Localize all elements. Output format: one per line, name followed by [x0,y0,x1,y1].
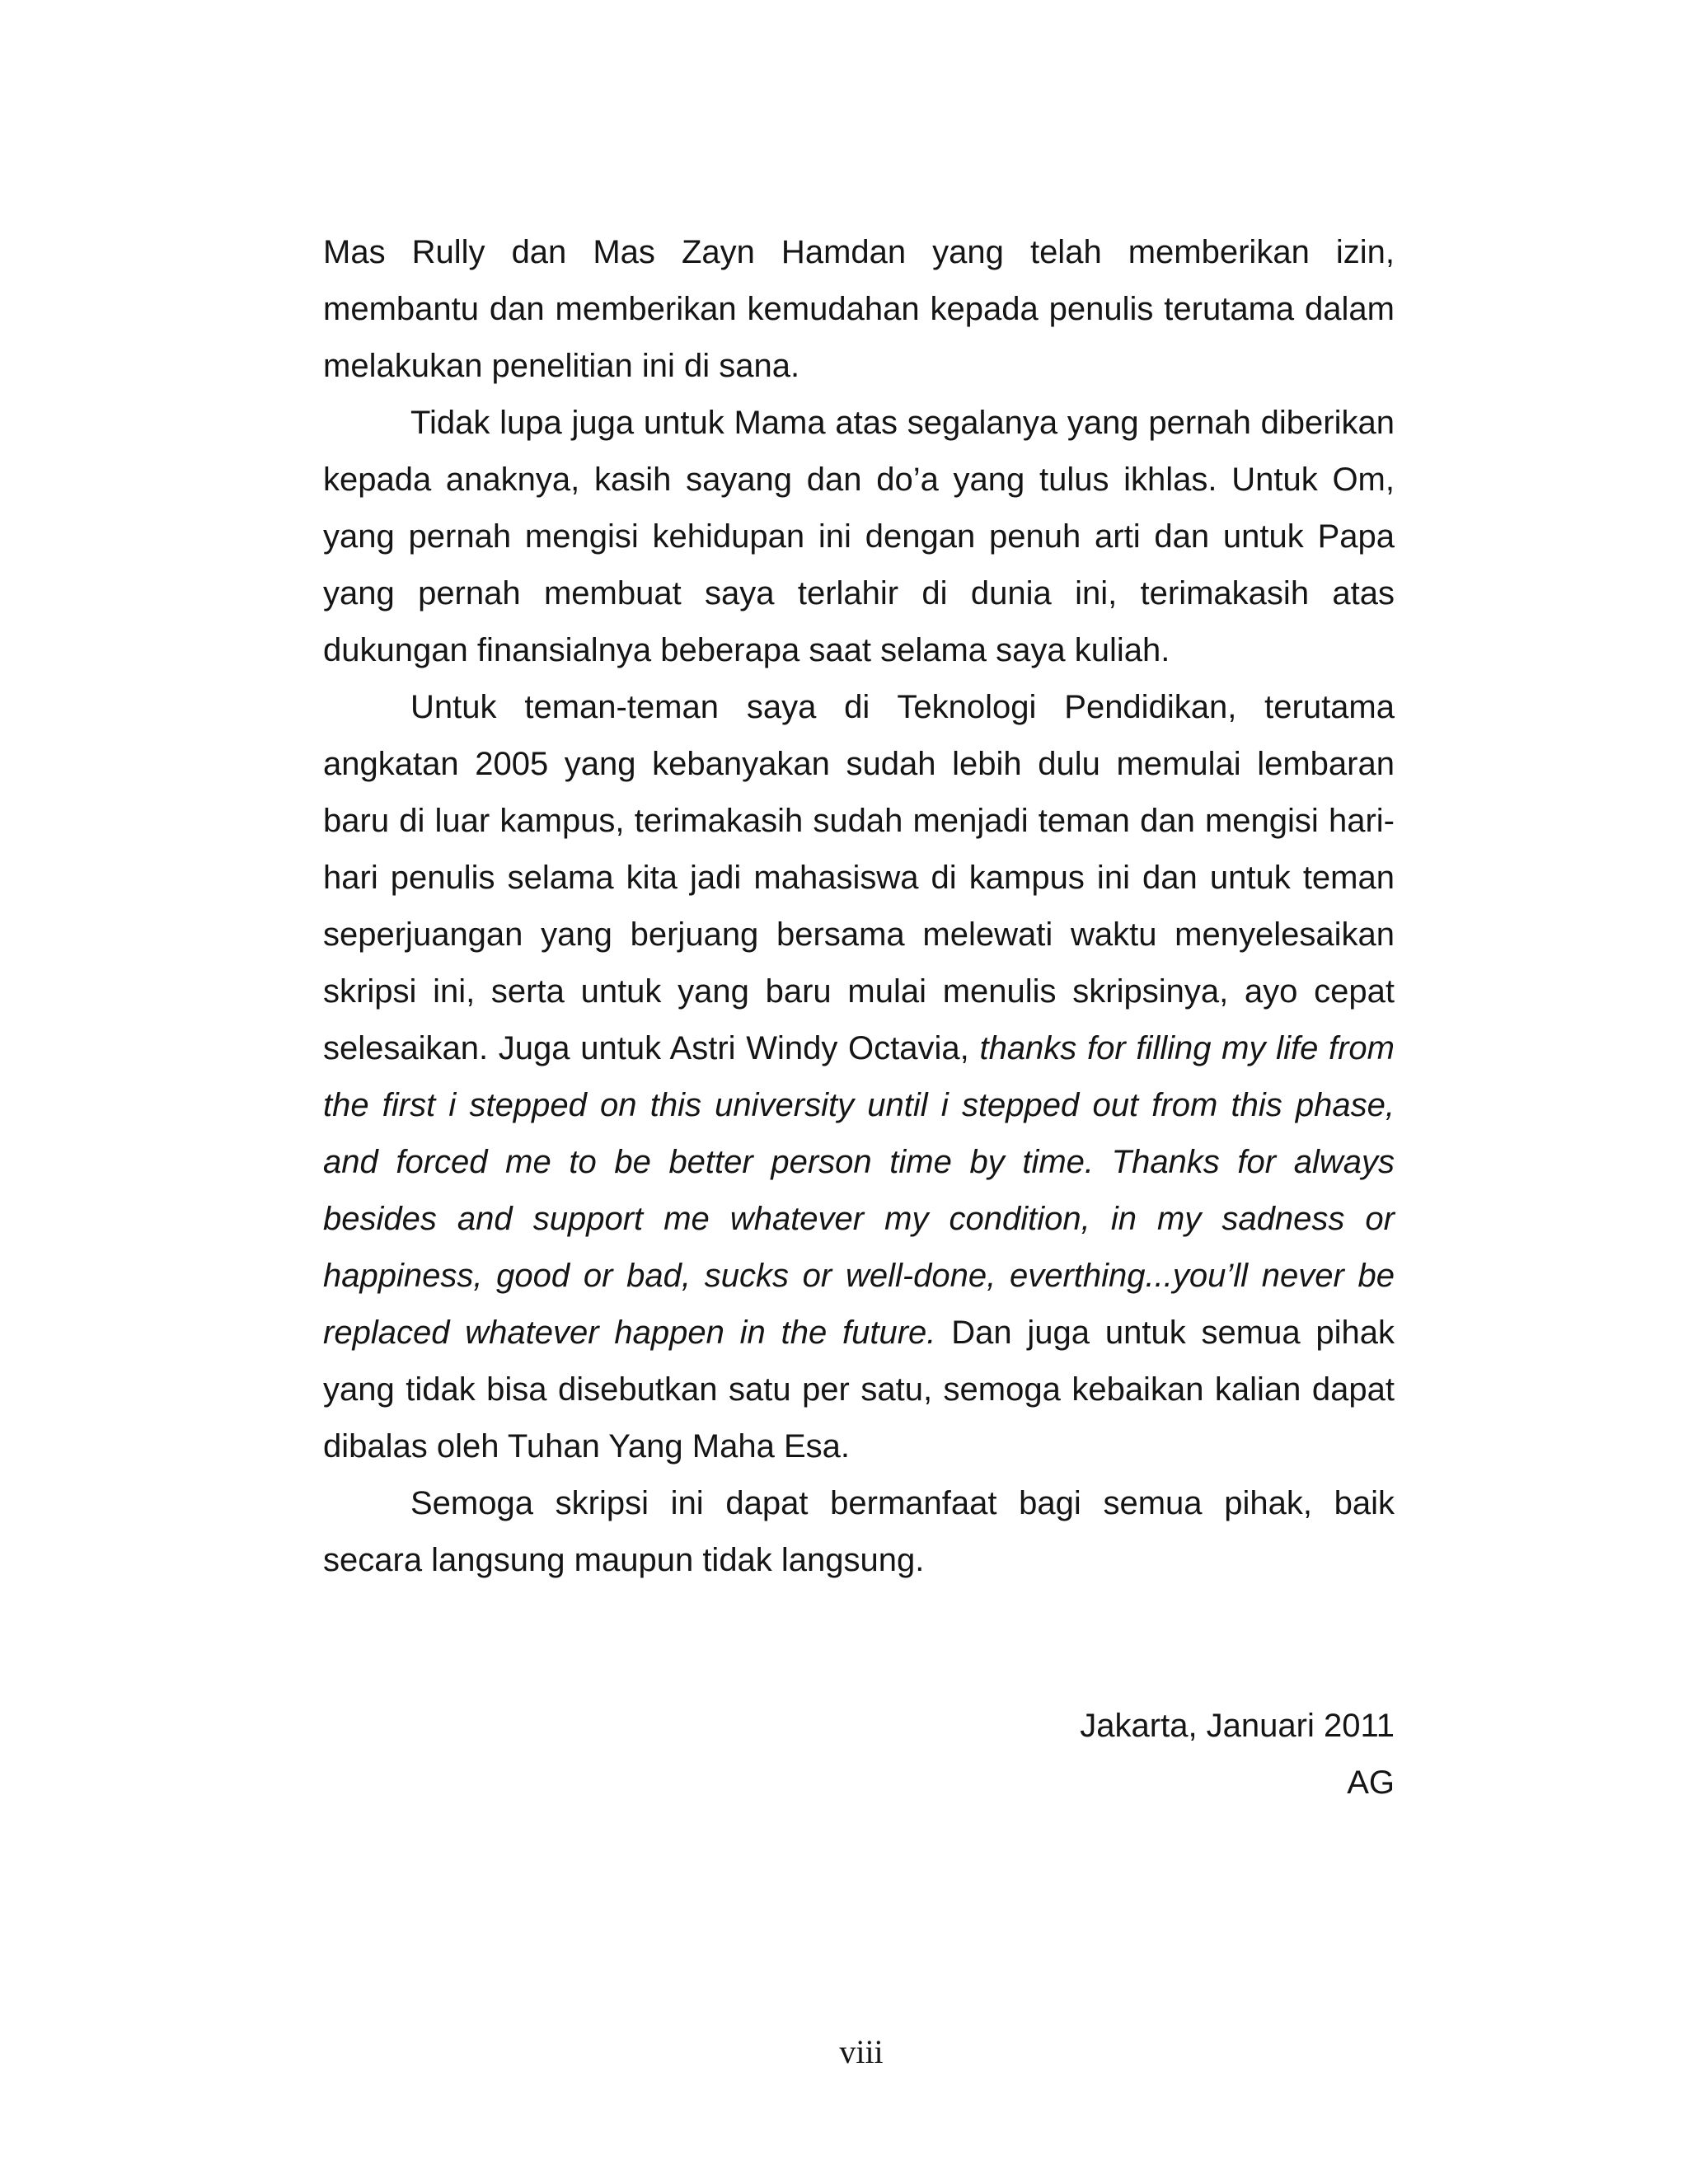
body-text [323,224,1395,1589]
paragraph-friends-thanks [323,679,1395,1475]
author-initials: AG [1347,1765,1395,1801]
place-date: Jakarta, Januari 2011 [1080,1708,1395,1744]
italic-dedication: thanks for filling my life from the first i stepped on this university until i stepped out from this phase, and forced me to be better person time by time. Thanks for always besides and support me whatever my condition, in my sadness or happiness, good or bad, sucks or well-done, everthing...you’ll never be replaced whatever happen in the future. [323,1030,1395,1351]
signature-block [818,1698,1395,1811]
paragraph-friends-intro: Untuk teman-teman saya di Teknologi Pendidikan, terutama angkatan 2005 yang kebanyakan sudah lebih dulu memulai lembaran baru di luar kampus, terimakasih sudah menjadi teman dan mengisi hari-hari penulis selama kita jadi mahasiswa di kampus ini dan untuk teman seperjuangan yang berjuang bersama melewati waktu menyelesaikan skripsi ini, serta untuk yang baru mulai menulis skripsinya, ayo cepat selesaikan. Juga untuk Astri Windy Octavia, [323,689,1395,1066]
paragraph-continuation: Mas Rully dan Mas Zayn Hamdan yang telah memberikan izin, membantu dan memberikan kemudahan kepada penulis terutama dalam melakukan penelitian ini di sana. [323,234,1395,384]
page-number: viii [839,2033,884,2070]
paragraph-closing: Semoga skripsi ini dapat bermanfaat bagi semua pihak, baik secara langsung maupun tidak langsung. [323,1485,1395,1578]
paragraph-family-thanks: Tidak lupa juga untuk Mama atas segalanya yang pernah diberikan kepada anaknya, kasih sayang dan do’a yang tulus ikhlas. Untuk Om, yang pernah mengisi kehidupan ini dengan penuh arti dan untuk Papa yang pernah membuat saya terlahir di dunia ini, terimakasih atas dukungan finansialnya beberapa saat selama saya kuliah. [323,405,1395,668]
paragraph-friends-outro: Dan juga untuk semua pihak yang tidak bisa disebutkan satu per satu, semoga kebaikan kalian dapat dibalas oleh Tuhan Yang Maha Esa. [323,1315,1395,1465]
